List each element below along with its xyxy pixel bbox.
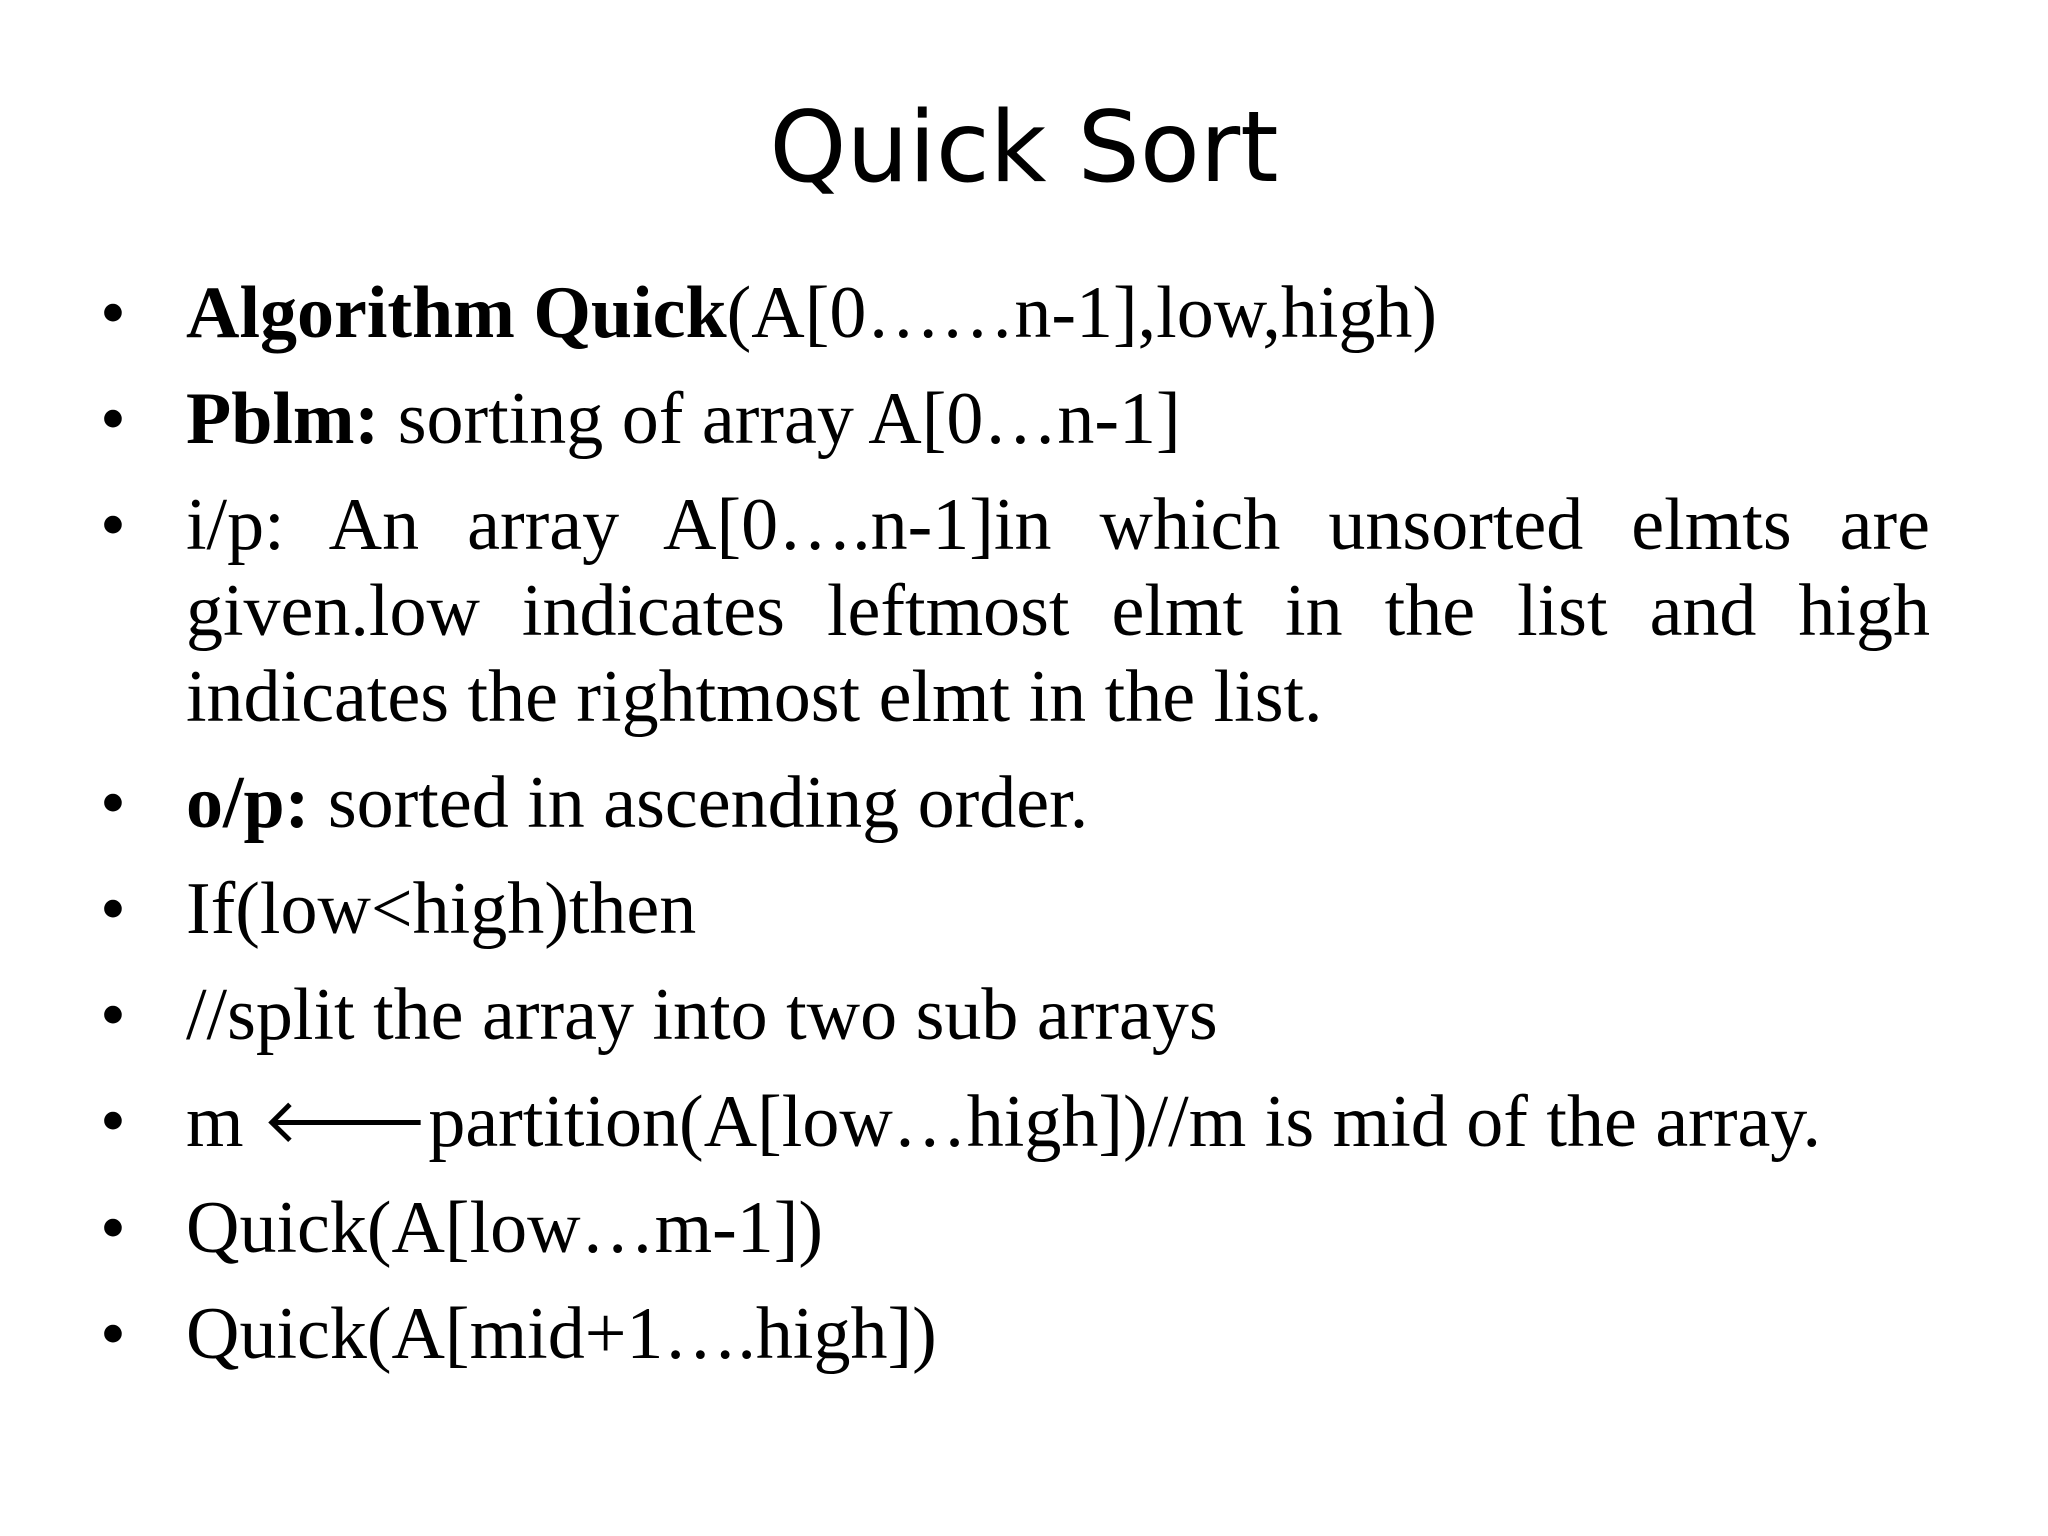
bullet-dot: •: [100, 1080, 126, 1162]
partition-text: partition(A[low…high])//m is mid of the array.: [428, 1081, 1821, 1163]
bullet-item-output: [100, 760, 1930, 846]
bullet-item-partition: [100, 1078, 1930, 1165]
bullet-item-algorithm: [100, 270, 1930, 356]
bullet-dot: •: [100, 1187, 126, 1269]
bullet-dot: •: [100, 762, 126, 844]
bullet-list: [100, 270, 1930, 1397]
input-text: i/p: An array A[0….n-1]in which unsorted elmts are given.low indicates leftmost elmt in the list and high indicates the rightmost elmt in the list.: [186, 484, 1930, 738]
output-text: sorted in ascending order.: [309, 762, 1089, 844]
slide-title: Quick Sort: [769, 91, 1279, 205]
output-label: o/p:: [186, 762, 310, 844]
quick-left-text: Quick(A[low…m-1]): [186, 1187, 824, 1269]
partition-prefix: m: [186, 1081, 263, 1163]
bullet-item-comment: [100, 972, 1930, 1058]
bullet-dot: •: [100, 378, 126, 460]
bullet-item-quick-right: [100, 1291, 1930, 1377]
algorithm-signature: (A[0……n-1],low,high): [726, 272, 1438, 354]
bullet-dot: •: [100, 484, 126, 566]
bullet-dot: •: [100, 1293, 126, 1375]
comment-text: //split the array into two sub arrays: [186, 974, 1218, 1056]
bullet-item-input: [100, 482, 1930, 740]
bullet-dot: •: [100, 974, 126, 1056]
bullet-item-condition: [100, 866, 1930, 952]
condition-text: If(low<high)then: [186, 868, 697, 950]
problem-text: sorting of array A[0…n-1]: [379, 378, 1181, 460]
bullet-item-quick-left: [100, 1185, 1930, 1271]
left-arrow-icon: 🡐: [262, 1084, 429, 1157]
algorithm-label: Algorithm Quick: [186, 272, 727, 354]
bullet-dot: •: [100, 868, 126, 950]
problem-label: Pblm:: [186, 378, 380, 460]
quick-right-text: Quick(A[mid+1….high]): [186, 1293, 937, 1375]
bullet-item-problem: [100, 376, 1930, 462]
bullet-dot: •: [100, 272, 126, 354]
